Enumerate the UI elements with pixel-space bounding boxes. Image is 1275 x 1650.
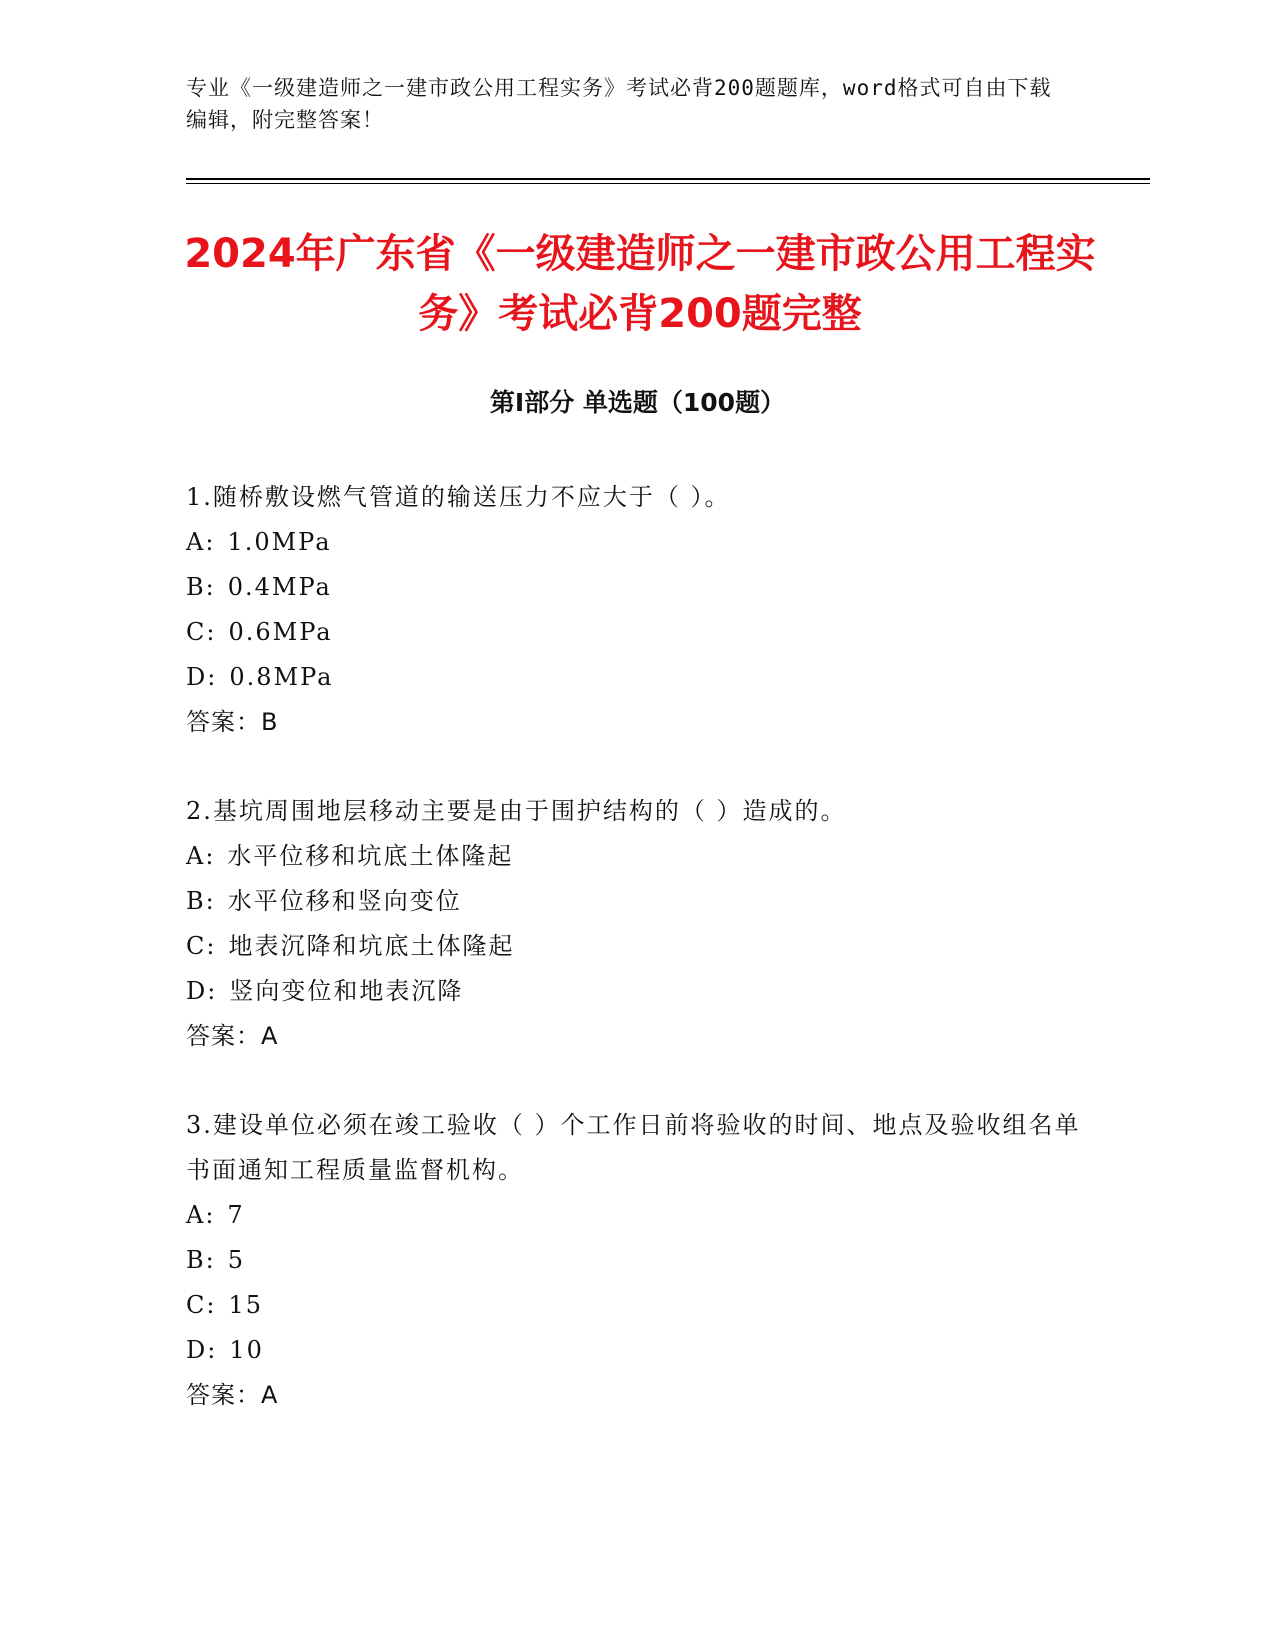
option-c [186,1283,1086,1328]
option-letter: A: [186,1201,216,1229]
option-b [186,879,1086,924]
option-text: 水平位移和竖向变位 [227,887,462,915]
option-letter: B: [186,573,216,601]
header-rule-thick [186,178,1150,180]
option-letter: B: [186,887,216,915]
option-text: 0.8MPa [229,663,334,691]
option-d [186,655,1086,700]
option-letter: D: [186,663,218,691]
option-a [186,520,1086,565]
option-text: 5 [227,1246,246,1274]
document-title: 2024年广东省《一级建造师之一建市政公用工程实务》考试必背200题完整 [184,231,1096,337]
option-text: 7 [227,1201,245,1229]
answer: 答案：A [186,1381,279,1409]
section-title: 第I部分 单选题（100题） [489,388,786,417]
option-letter: C: [186,932,217,960]
question-2 [186,789,1086,1059]
option-letter: B: [186,1246,216,1274]
option-letter: A: [186,528,216,556]
option-letter: D: [186,977,218,1005]
answer: 答案：A [186,1022,279,1050]
answer: 答案：B [186,708,279,736]
option-text: 地表沉降和坑底土体隆起 [228,932,515,960]
question-3 [186,1103,1086,1418]
option-a [186,1193,1086,1238]
header-rule-thin [186,183,1150,184]
option-letter: C: [186,1291,217,1319]
option-text: 0.6MPa [228,618,333,646]
option-letter: D: [186,1336,218,1364]
option-d [186,1328,1086,1373]
option-b [186,1238,1086,1283]
question-list [186,475,1086,1462]
option-b [186,565,1086,610]
option-text: 10 [229,1336,264,1364]
option-d [186,969,1086,1014]
option-letter: C: [186,618,217,646]
question-stem: 2.基坑周围地层移动主要是由于围护结构的（ ）造成的。 [186,797,847,825]
question-stem: 1.随桥敷设燃气管道的输送压力不应大于（ ）。 [186,483,731,511]
option-text: 1.0MPa [227,528,332,556]
question-stem: 3.建设单位必须在竣工验收（ ）个工作日前将验收的时间、地点及验收组名单书面通知工程质量监督机构。 [186,1111,1081,1184]
option-c [186,924,1086,969]
option-text: 水平位移和坑底土体隆起 [227,842,514,870]
option-text: 0.4MPa [227,573,332,601]
option-letter: A: [186,842,216,870]
header-note: 专业《一级建造师之一建市政公用工程实务》考试必背200题题库，word格式可自由下载编辑，附完整答案！ [186,76,1052,132]
question-1 [186,475,1086,745]
option-c [186,610,1086,655]
option-text: 15 [228,1291,263,1319]
option-text: 竖向变位和地表沉降 [229,977,464,1005]
option-a [186,834,1086,879]
